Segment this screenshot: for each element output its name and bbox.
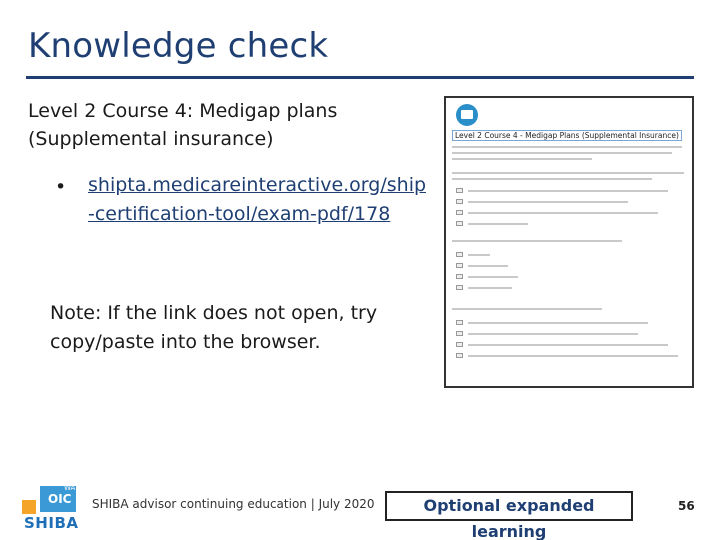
preview-text-line	[452, 146, 682, 148]
preview-option-box	[456, 263, 463, 268]
preview-text-line	[452, 172, 684, 174]
preview-option-box	[456, 221, 463, 226]
oic-shiba-logo	[18, 482, 79, 534]
title-divider	[26, 76, 694, 79]
logo-small-text: WA	[64, 484, 76, 492]
preview-text-line	[452, 152, 672, 154]
preview-text-line	[468, 344, 668, 346]
preview-text-line	[468, 190, 668, 192]
preview-option-box	[456, 252, 463, 257]
preview-text-line	[452, 240, 622, 242]
preview-text-line	[468, 287, 512, 289]
preview-text-line	[452, 158, 592, 160]
preview-text-line	[452, 178, 652, 180]
preview-text-line	[468, 322, 648, 324]
preview-option-box	[456, 285, 463, 290]
preview-text-line	[468, 223, 528, 225]
course-heading: Level 2 Course 4: Medigap plans (Supplemental insurance)	[28, 100, 338, 150]
preview-text-line	[468, 333, 638, 335]
preview-option-box	[456, 188, 463, 193]
preview-option-box	[456, 331, 463, 336]
bullet-marker: •	[55, 176, 67, 198]
exam-link[interactable]: shipta.medicareinteractive.org/ship-certification-tool/exam-pdf/178	[88, 174, 427, 225]
preview-text-line	[452, 308, 602, 310]
preview-option-box	[456, 342, 463, 347]
footer-text: SHIBA advisor continuing education | July 2020	[92, 497, 375, 511]
optional-learning-button[interactable]: Optional expanded learning	[385, 491, 633, 521]
exam-preview-image	[444, 96, 694, 388]
preview-text-line	[468, 265, 508, 267]
slide-title: Knowledge check	[28, 26, 329, 66]
preview-option-box	[456, 274, 463, 279]
preview-text-line	[468, 212, 658, 214]
preview-title: Level 2 Course 4 - Medigap Plans (Supplemental Insurance)	[452, 130, 682, 141]
preview-text-line	[468, 201, 628, 203]
book-icon	[456, 104, 478, 126]
preview-text-line	[468, 276, 518, 278]
logo-top-text: OIC	[48, 492, 72, 506]
preview-text-line	[468, 355, 678, 357]
preview-option-box	[456, 210, 463, 215]
preview-text-line	[468, 254, 490, 256]
logo-accent	[22, 500, 36, 514]
page-number: 56	[678, 499, 695, 513]
logo-bottom-text: SHIBA	[24, 514, 79, 532]
preview-option-box	[456, 199, 463, 204]
note-text: Note: If the link does not open, try copy/paste into the browser.	[50, 302, 378, 353]
preview-option-box	[456, 320, 463, 325]
preview-option-box	[456, 353, 463, 358]
